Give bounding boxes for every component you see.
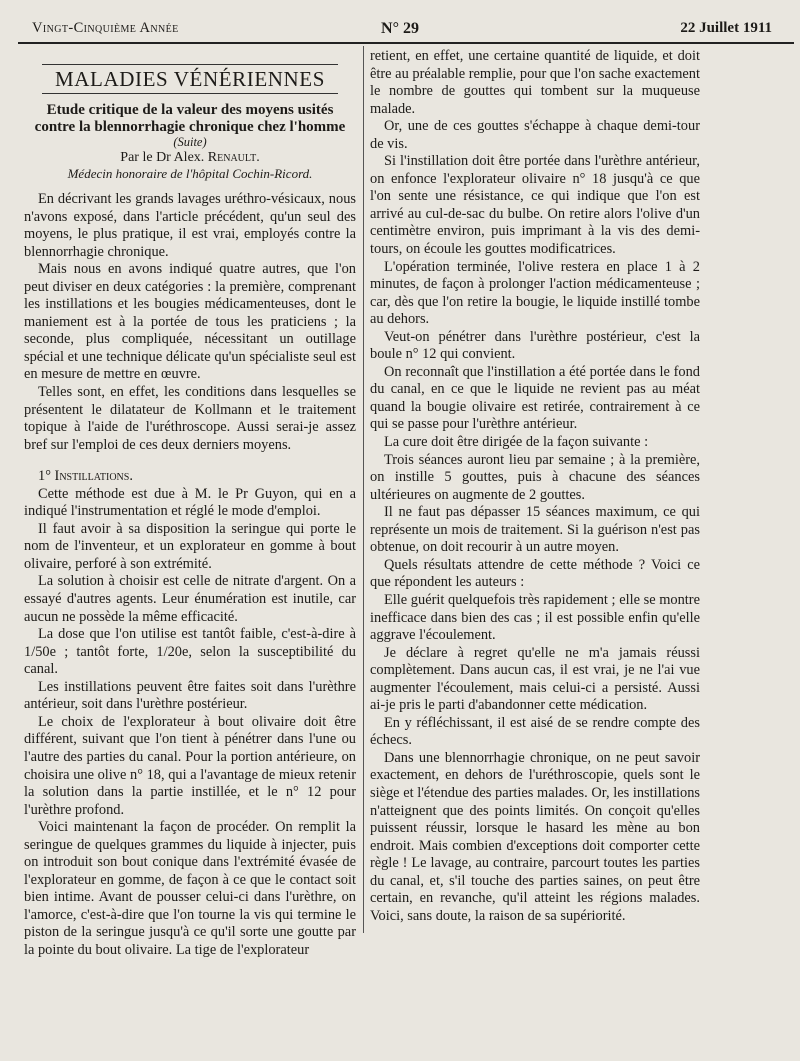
author-affiliation: Médecin honoraire de l'hôpital Cochin-Ricord. bbox=[67, 166, 313, 181]
article-title-line-1: Etude critique de la valeur des moyens usités bbox=[46, 102, 334, 118]
left-column bbox=[24, 48, 356, 960]
paragraph-continued: retient, en effet, une certaine quantité de liquide, et doit être au préalable remplie, pour que l'on sache exactement le nombre de gouttes qui tombent sur la muqueuse malade. bbox=[370, 48, 700, 117]
paragraph: Mais nous en avons indiqué quatre autres, que l'on peut diviser en deux catégories : la première, comprenant les instillations et les bougies médicamenteuses, dont le maniement est à la portée de tous les praticiens ; la seconde, plus compliquée, nécessitant un outillage spécial et une technique délicate qu'un spécialiste seul est en mesure de mettre en œuvre. bbox=[24, 261, 356, 383]
right-column bbox=[370, 48, 700, 925]
header-year: Vingt-Cinquième Année bbox=[32, 20, 179, 36]
section-heading: 1° Instillations. bbox=[38, 468, 133, 485]
paragraph: Elle guérit quelquefois très rapidement ; elle se montre inefficace dans bien des cas ; il est possible enfin qu'elle aggrave l'écoulement. bbox=[370, 591, 700, 644]
paragraph: Je déclare à regret qu'elle ne m'a jamais réussi complètement. Dans aucun cas, il est vrai, je ne l'ai vue augmenter l'écoulement, mais celui-ci a persisté. Aussi ai-je pris le parti d'abandonner cette médication. bbox=[370, 644, 700, 714]
paragraph: Cette méthode est due à M. le Pr Guyon, qui en a indiqué l'instrumentation et réglé le mode d'emploi. bbox=[24, 485, 356, 520]
paragraph: Trois séances auront lieu par semaine ; à la première, on instille 5 gouttes, puis à chacune des séances ultérieures on augmente de 2 gouttes. bbox=[370, 451, 700, 503]
paragraph: La cure doit être dirigée de la façon suivante : bbox=[384, 434, 649, 451]
section-title: MALADIES VÉNÉRIENNES bbox=[42, 64, 338, 94]
paragraph: En y réfléchissant, il est aisé de se rendre compte des échecs. bbox=[370, 714, 700, 749]
paragraph: Telles sont, en effet, les conditions dans lesquelles se présentent le dilatateur de Kollmann et le traitement topique à l'aide de l'uréthroscope. Aussi serai-je assez bref sur l'emploi de ces deux derniers moyens. bbox=[24, 384, 356, 453]
paragraph: Or, une de ces gouttes s'échappe à chaque demi-tour de vis. bbox=[370, 118, 700, 152]
paragraph: Quels résultats attendre de cette méthode ? Voici ce que répondent les auteurs : bbox=[370, 556, 700, 591]
paragraph: Si l'instillation doit être portée dans l'urèthre antérieur, on enfonce l'explorateur olivaire n° 18 jusqu'à ce que l'on sente une résistance, ce qui indique que l'on est arrivé au cul-de-sac du bulbe. On retire alors l'olive d'un centimètre environ, puis imprimant à la vis des demi-tours, on écoule les gouttes modificatrices. bbox=[370, 153, 700, 258]
paragraph: Veut-on pénétrer dans l'urèthre postérieur, c'est la boule n° 12 qui convient. bbox=[370, 328, 700, 363]
paragraph: Il faut avoir à sa disposition la seringue qui porte le nom de l'inventeur, et un explorateur en gomme à bout olivaire, perforé à son extrémité. bbox=[24, 520, 356, 572]
paragraph: La solution à choisir est celle de nitrate d'argent. On a essayé d'autres agents. Leur énumération est inutile, car aucun ne possède la même efficacité. bbox=[24, 573, 356, 625]
author-name: Renault. bbox=[207, 150, 260, 165]
paragraph: Le choix de l'explorateur à bout olivaire doit être différent, suivant que l'on tient à pénétrer dans l'une ou l'autre des parties du canal. Pour la portion antérieure, on choisira une olive n° 18, qui a l'avantage de mieux retenir la solution dans la partie instillée, et le n° 12 pour l'urèthre profond. bbox=[24, 713, 356, 818]
paragraph: Dans une blennorrhagie chronique, on ne peut savoir exactement, en dehors de l'uréthroscopie, quels sont le siège et l'étendue des parties malades. Or, les instillations n'atteignent que des points limités. On conçoit qu'elles puissent réussir, lorsque le hasard les mène au bon endroit. Mais combien d'exceptions doit comporter cette règle ! Le lavage, au contraire, parcourt toutes les parties du canal, et, s'il touche des parties saines, on peut être certain, en revanche, qu'il atteint les régions malades. Voici, sans doute, la raison de sa supériorité. bbox=[370, 749, 700, 924]
running-header bbox=[18, 20, 782, 40]
header-rule bbox=[18, 42, 794, 44]
article-suite: (Suite) bbox=[173, 135, 207, 149]
column-divider bbox=[363, 46, 364, 933]
paragraph: Il ne faut pas dépasser 15 séances maximum, ce qui représente un mois de traitement. Si la guérison n'est pas obtenue, on doit recourir à un autre moyen. bbox=[370, 504, 700, 556]
author-byline bbox=[24, 149, 356, 166]
paragraph: La dose que l'on utilise est tantôt faible, c'est-à-dire à 1/50e ; tantôt forte, 1/20e, selon la susceptibilité du canal. bbox=[24, 626, 356, 678]
paragraph: L'opération terminée, l'olive restera en place 1 à 2 minutes, de façon à prolonger l'action médicamenteuse ; car, dès que l'on retire la bougie, le liquide instillé tombe au dehors. bbox=[370, 258, 700, 328]
article-title-line-2: contre la blennorrhagie chronique chez l'homme bbox=[34, 119, 346, 135]
paragraph: En décrivant les grands lavages uréthro-vésicaux, nous n'avons exposé, dans l'article précédent, qu'un seul des moyens, le plus pratique, il est vrai, employés contre la blennorrhagie chronique. bbox=[24, 191, 356, 260]
paragraph: Les instillations peuvent être faites soit dans l'urèthre antérieur, soit dans l'urèthre postérieur. bbox=[24, 678, 356, 713]
paragraph: Voici maintenant la façon de procéder. On remplit la seringue de quelques grammes du liquide à injecter, puis on introduit son bout conique dans l'extrémité évasée de l'explorateur en gomme, de façon à ce que le contact soit bien intime. Avant de pousser celui-ci dans l'urèthre, on l'amorce, c'est-à-dire que l'on tourne la vis qui termine le piston de la seringue jusqu'à ce qu'il sorte une goutte par la pointe du bout olivaire. La tige de l'explorateur bbox=[24, 819, 356, 958]
header-date: 22 Juillet 1911 bbox=[680, 20, 772, 36]
byline-prefix: Par le Dr Alex. bbox=[120, 150, 208, 165]
header-issue-number: N° 29 bbox=[381, 20, 419, 37]
paragraph: On reconnaît que l'instillation a été portée dans le fond du canal, en ce que le liquide ne revient pas au méat quand la bougie olivaire est retirée, contrairement à ce qui se passe pour l'urèthre antérieur. bbox=[370, 363, 700, 433]
